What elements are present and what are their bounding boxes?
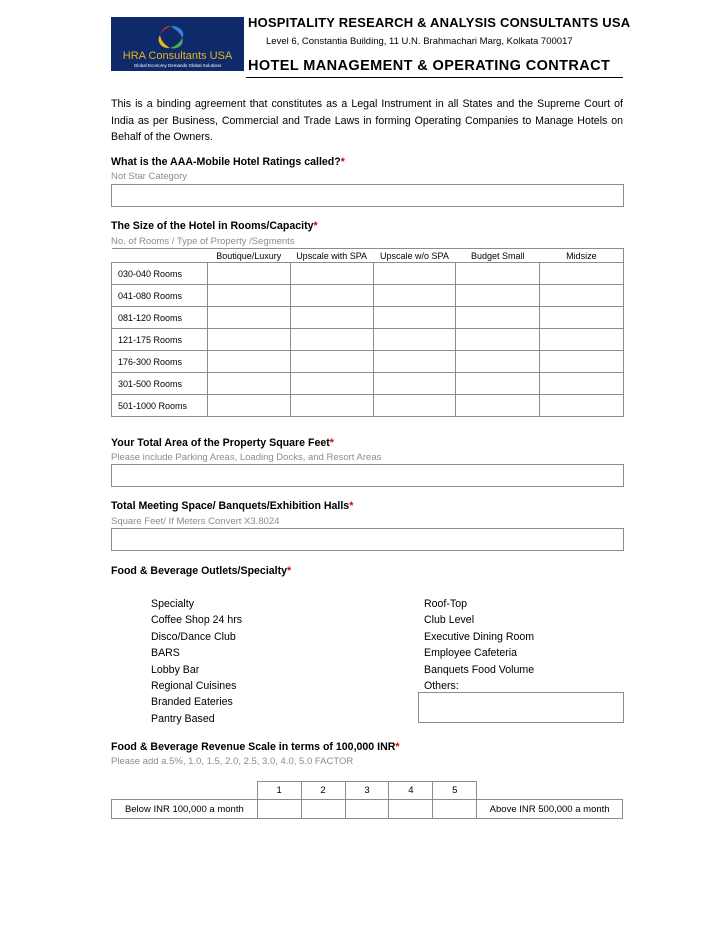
grid-cell[interactable] — [290, 329, 373, 351]
grid-cell[interactable] — [207, 373, 290, 395]
grid-cell[interactable] — [540, 263, 624, 285]
grid-cell[interactable] — [207, 329, 290, 351]
grid-cell[interactable] — [290, 285, 373, 307]
q2-label — [111, 220, 318, 232]
q3-input-field[interactable] — [111, 464, 624, 487]
room-capacity-grid — [111, 248, 624, 417]
row-label: 121-175 Rooms — [112, 329, 208, 351]
q1-label-text: What is the AAA-Mobile Hotel Ratings called? — [111, 156, 341, 168]
grid-cell[interactable] — [456, 263, 540, 285]
grid-cell[interactable] — [540, 351, 624, 373]
scale-number: 5 — [433, 782, 477, 800]
scale-corner-cell — [477, 782, 623, 800]
q3-hint: Please include Parking Areas, Loading Docks, and Resort Areas — [111, 452, 382, 463]
col-header: Upscale with SPA — [290, 249, 373, 263]
table-row — [112, 395, 624, 417]
scale-option-cell[interactable] — [345, 800, 389, 819]
row-label: 176-300 Rooms — [112, 351, 208, 373]
grid-cell[interactable] — [373, 307, 456, 329]
scale-number: 3 — [345, 782, 389, 800]
q2-hint: No. of Rooms / Type of Property /Segments — [111, 236, 295, 247]
grid-cell[interactable] — [207, 285, 290, 307]
grid-cell[interactable] — [373, 373, 456, 395]
grid-cell[interactable] — [207, 395, 290, 417]
scale-option-cell[interactable] — [301, 800, 345, 819]
organization-address: Level 6, Constantia Building, 11 U.N. Brahmachari Marg, Kolkata 700017 — [266, 36, 573, 47]
grid-cell[interactable] — [373, 351, 456, 373]
required-asterisk: * — [395, 741, 400, 753]
q5-label-text: Food & Beverage Outlets/Specialty — [111, 565, 288, 577]
q4-label — [111, 500, 353, 512]
title-underline — [246, 77, 623, 78]
grid-corner-cell — [112, 249, 208, 263]
scale-row — [112, 800, 623, 819]
scale-option-cell[interactable] — [433, 800, 477, 819]
list-item: Others: — [424, 680, 459, 693]
q6-hint: Please add a.5%, 1.0, 1.5, 2.0, 2.5, 3.0, 4.0, 5.0 FACTOR — [111, 756, 354, 767]
grid-cell[interactable] — [207, 351, 290, 373]
required-asterisk: * — [287, 565, 292, 577]
col-header: Upscale w/o SPA — [373, 249, 456, 263]
list-item: Disco/Dance Club — [151, 630, 236, 643]
col-header: Boutique/Luxury — [207, 249, 290, 263]
required-asterisk: * — [349, 500, 354, 512]
list-item: Coffee Shop 24 hrs — [151, 614, 243, 627]
list-item: Lobby Bar — [151, 663, 200, 676]
list-item: Roof-Top — [424, 598, 467, 610]
fb-outlets-left-list — [151, 596, 242, 727]
grid-cell[interactable] — [540, 307, 624, 329]
table-row — [112, 351, 624, 373]
others-input-field[interactable] — [418, 692, 624, 723]
scale-option-cell[interactable] — [389, 800, 433, 819]
organization-name: HOSPITALITY RESEARCH & ANALYSIS CONSULTANTS USA — [248, 15, 631, 30]
q4-hint: Square Feet/ If Meters Convert X3.8024 — [111, 516, 280, 527]
fb-outlets-right-list — [424, 596, 534, 694]
q4-input-field[interactable] — [111, 528, 624, 551]
grid-cell[interactable] — [290, 307, 373, 329]
grid-cell[interactable] — [456, 307, 540, 329]
scale-number: 4 — [389, 782, 433, 800]
document-title: HOTEL MANAGEMENT & OPERATING CONTRACT — [248, 58, 611, 74]
grid-header-row — [112, 249, 624, 263]
q1-label — [111, 156, 345, 168]
grid-cell[interactable] — [290, 373, 373, 395]
grid-cell[interactable] — [373, 395, 456, 417]
list-item: BARS — [151, 647, 180, 660]
table-row — [112, 263, 624, 285]
q1-hint: Not Star Category — [111, 171, 188, 182]
grid-cell[interactable] — [456, 351, 540, 373]
q6-label — [111, 741, 400, 753]
list-item: Pantry Based — [151, 712, 215, 725]
scale-number: 1 — [257, 782, 301, 800]
q1-input-field[interactable] — [111, 184, 624, 207]
list-item: Branded Eateries — [151, 696, 233, 709]
scale-low-label: Below INR 100,000 a month — [112, 800, 258, 819]
logo-swirl-icon — [151, 23, 191, 51]
q6-label-text: Food & Beverage Revenue Scale in terms of 100,000 INR — [111, 741, 396, 753]
grid-cell[interactable] — [456, 373, 540, 395]
scale-high-label: Above INR 500,000 a month — [477, 800, 623, 819]
list-item: Executive Dining Room — [424, 630, 535, 643]
scale-option-cell[interactable] — [257, 800, 301, 819]
grid-cell[interactable] — [456, 329, 540, 351]
grid-cell[interactable] — [290, 351, 373, 373]
q3-label — [111, 437, 334, 449]
q4-label-text: Total Meeting Space/ Banquets/Exhibition Halls — [111, 500, 350, 512]
row-label: 041-080 Rooms — [112, 285, 208, 307]
table-row — [112, 307, 624, 329]
grid-cell[interactable] — [373, 285, 456, 307]
q5-label — [111, 565, 291, 577]
grid-cell[interactable] — [540, 373, 624, 395]
grid-cell[interactable] — [373, 263, 456, 285]
q3-label-text: Your Total Area of the Property Square Feet — [111, 437, 330, 449]
grid-cell[interactable] — [290, 263, 373, 285]
company-logo — [111, 17, 244, 71]
list-item: Banquets Food Volume — [424, 663, 535, 676]
list-item: Specialty — [151, 598, 194, 610]
required-asterisk: * — [340, 156, 345, 168]
required-asterisk: * — [329, 437, 334, 449]
list-item: Club Level — [424, 614, 475, 627]
q2-label-text: The Size of the Hotel in Rooms/Capacity — [111, 220, 314, 232]
grid-cell[interactable] — [207, 307, 290, 329]
col-header: Midsize — [540, 249, 624, 263]
col-header: Budget Small — [456, 249, 540, 263]
grid-cell[interactable] — [456, 285, 540, 307]
list-item: Employee Cafeteria — [424, 647, 518, 660]
grid-cell[interactable] — [540, 395, 624, 417]
required-asterisk: * — [313, 220, 318, 232]
scale-corner-cell — [112, 782, 258, 800]
logo-brand-text: HRA Consultants USA — [122, 50, 233, 62]
grid-cell[interactable] — [373, 329, 456, 351]
row-label: 301-500 Rooms — [112, 373, 208, 395]
row-label: 501-1000 Rooms — [112, 395, 208, 417]
table-row — [112, 285, 624, 307]
grid-cell[interactable] — [540, 285, 624, 307]
intro-paragraph: This is a binding agreement that constitutes as a Legal Instrument in all States and the Supreme Court of India as per Business, Commercial and Trade Laws in forming Operating Companies to Manage Hotels on Behalf of the Owners. — [111, 98, 623, 143]
logo-tagline: Global Economy Demands Global Solutions — [133, 63, 222, 68]
table-row — [112, 373, 624, 395]
row-label: 030-040 Rooms — [112, 263, 208, 285]
grid-cell[interactable] — [207, 263, 290, 285]
table-row — [112, 329, 624, 351]
list-item: Regional Cuisines — [151, 680, 237, 693]
grid-cell[interactable] — [456, 395, 540, 417]
row-label: 081-120 Rooms — [112, 307, 208, 329]
scale-number: 2 — [301, 782, 345, 800]
grid-cell[interactable] — [290, 395, 373, 417]
scale-header-row — [112, 782, 623, 800]
revenue-scale-table — [111, 781, 623, 819]
grid-cell[interactable] — [540, 329, 624, 351]
